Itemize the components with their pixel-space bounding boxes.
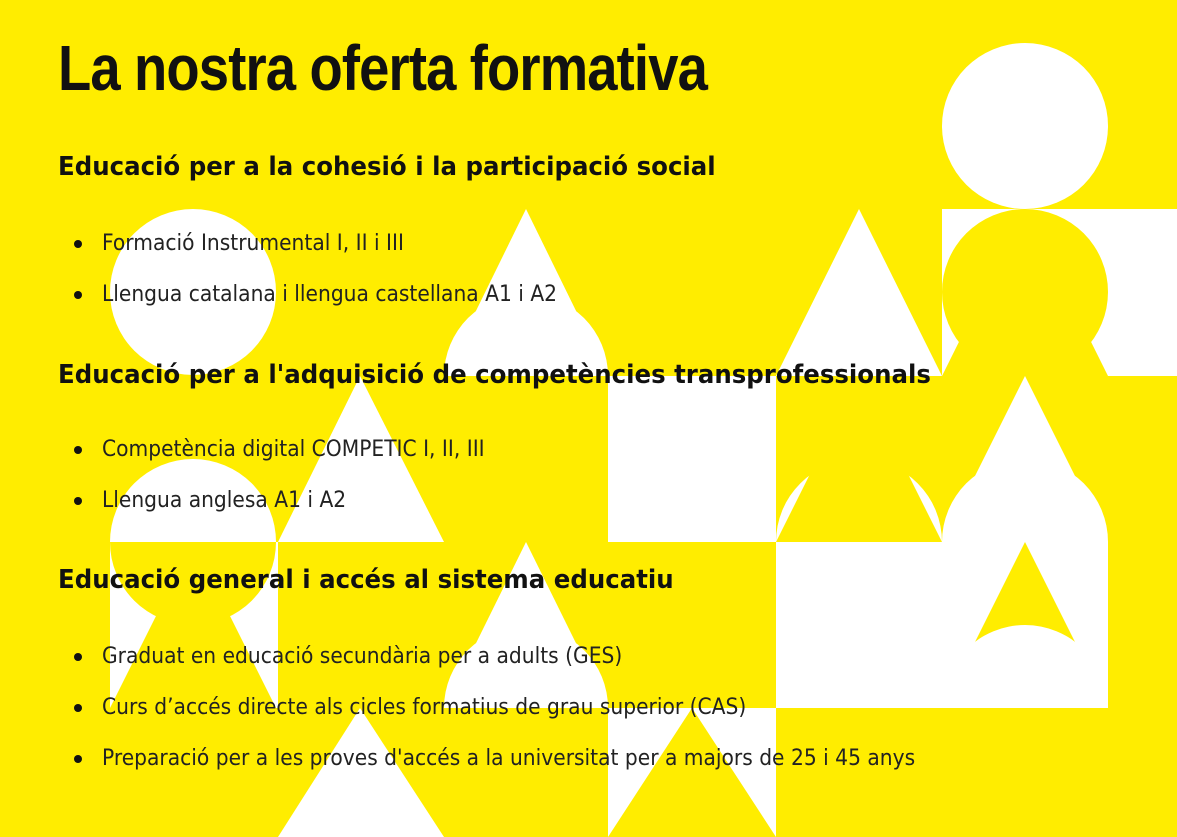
bullet-icon [74,653,82,661]
bullet-icon [74,704,82,712]
page-content: La nostra oferta formativa Educació per a la cohesió i la participació social Formació Instrumental I, II i III Llengua catalana i llengua castellana A1 i A2 Educació per a l'adquisició de competències transprofessionals Competència digital COMPETIC I, II, III Llengua anglesa A1 i A2 Educació general i accés al sistema educatiu Graduat en educació secundària per a adults (GES) Curs d’accés directe als cicles formatius de grau superior (CAS) Preparació per a les proves d'accés a la universitat per a majors de 25 i 45 anys [58,32,931,771]
bullet-icon [74,755,82,763]
bullet-icon [74,446,82,454]
bullet-icon [74,497,82,505]
section-heading-general-education: Educació general i accés al sistema educatiu [58,565,674,595]
bullet-icon [74,240,82,248]
section-heading-transprofessional: Educació per a l'adquisició de competències transprofessionals [58,360,931,390]
bullet-icon [74,291,82,299]
page-title: La nostra oferta formativa [58,32,708,104]
section-heading-social-cohesion: Educació per a la cohesió i la participació social [58,152,716,182]
